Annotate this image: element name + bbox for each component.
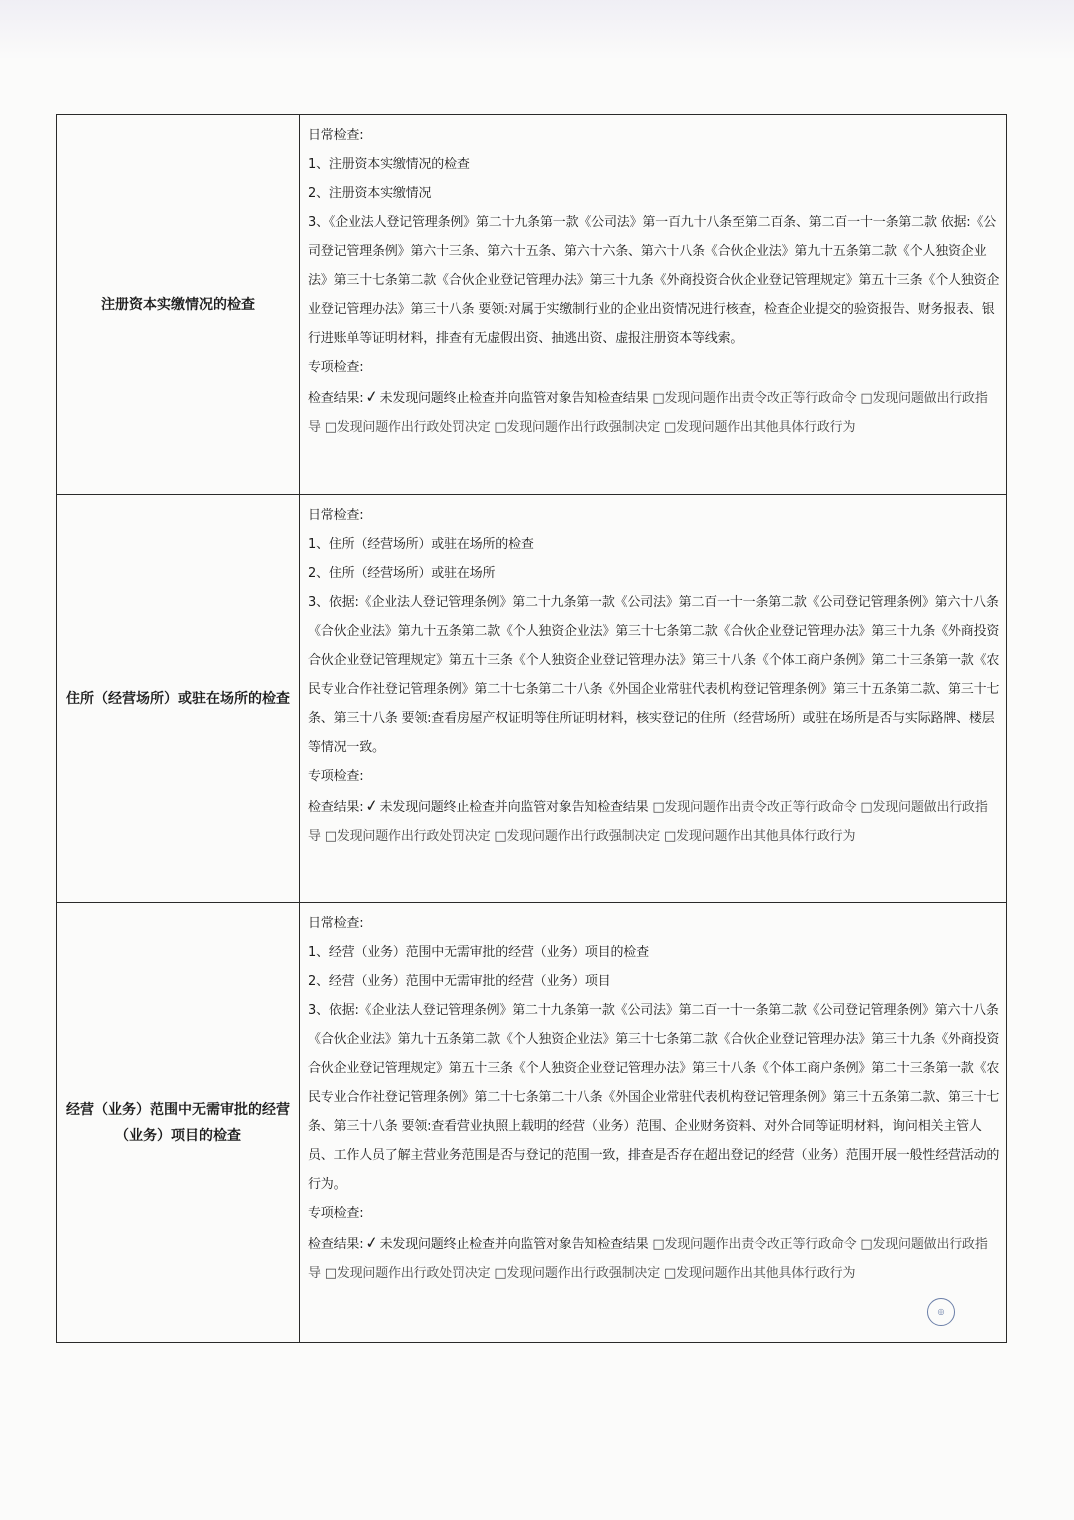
check-line-2: 2、经营（业务）范围中无需审批的经营（业务）项目 <box>308 974 611 989</box>
result-label: 检查结果: <box>308 1237 364 1252</box>
other-options: □发现问题作出责令改正等行政命令 □发现问题做出行政指导 □发现问题作出行政处罚决定 □发现问题作出行政强制决定 □发现问题作出其他具体行政行为 <box>308 391 988 435</box>
check-line-1: 1、住所（经营场所）或驻在场所的检查 <box>308 537 534 552</box>
checkmark-icon[interactable]: ✓ <box>364 386 380 407</box>
checkmark-icon[interactable]: ✓ <box>364 1232 380 1253</box>
checked-option: 未发现问题终止检查并向监管对象告知检查结果 <box>379 391 649 406</box>
content-cell <box>300 495 1007 903</box>
scan-smudge <box>0 0 1074 60</box>
item-name: 经营（业务）范围中无需审批的经营（业务）项目的检查 <box>66 1101 290 1144</box>
checked-option: 未发现问题终止检查并向监管对象告知检查结果 <box>379 1237 649 1252</box>
content-cell <box>300 903 1007 1343</box>
daily-check-label: 日常检查: <box>308 508 364 523</box>
check-result <box>308 791 1000 851</box>
special-check-label: 专项检查: <box>308 360 364 375</box>
legal-basis: 3、依据:《企业法人登记管理条例》第二十九条第一款《公司法》第二百一十一条第二款《公司登记管理条例》第六十八条《合伙企业法》第九十五条第二款《个人独资企业法》第三十七条第二款《合伙企业登记管理办法》第三十九条《外商投资合伙企业登记管理规定》第五十三条《个人独资企业登记管理办法》第三十八条《个体工商户条例》第二十三条第一款《农民专业合作社登记管理条例》第二十七条第二十八条《外国企业常驻代表机构登记管理条例》第三十五条第二款、第三十七条、第三十八条 要领:查看房屋产权证明等住所证明材料，核实登记的住所（经营场所）或驻在场所是否与实际路牌、楼层等情况一致。 <box>308 595 1000 755</box>
checkmark-icon[interactable]: ✓ <box>364 795 380 816</box>
content-cell <box>300 115 1007 495</box>
check-line-1: 1、注册资本实缴情况的检查 <box>308 157 470 172</box>
item-name-cell <box>57 495 300 903</box>
other-options: □发现问题作出责令改正等行政命令 □发现问题做出行政指导 □发现问题作出行政处罚决定 □发现问题作出行政强制决定 □发现问题作出其他具体行政行为 <box>308 1237 988 1281</box>
legal-basis: 3、《企业法人登记管理条例》第二十九条第一款《公司法》第一百九十八条至第二百条、第二百一十一条第二款 依据:《公司登记管理条例》第六十三条、第六十五条、第六十六条、第六十八条《合伙企业法》第九十五条第二款《个人独资企业法》第三十七条第二款《合伙企业登记管理办法》第三十九条《外商投资合伙企业登记管理规定》第五十三条《个人独资企业登记管理办法》第三十八条 要领:对属于实缴制行业的企业出资情况进行核查，检查企业提交的验资报告、财务报表、银行进账单等证明材料，排查有无虚假出资、抽逃出资、虚报注册资本等线索。 <box>308 215 1000 346</box>
special-check-label: 专项检查: <box>308 769 364 784</box>
item-name: 住所（经营场所）或驻在场所的检查 <box>66 690 290 707</box>
check-line-2: 2、注册资本实缴情况 <box>308 186 432 201</box>
daily-check-label: 日常检查: <box>308 128 364 143</box>
seal-stamp-icon: ◎ <box>927 1298 955 1326</box>
special-check-label: 专项检查: <box>308 1206 364 1221</box>
table-row <box>57 903 1007 1343</box>
check-line-1: 1、经营（业务）范围中无需审批的经营（业务）项目的检查 <box>308 945 649 960</box>
inspection-table <box>56 114 1007 1343</box>
item-name-cell <box>57 115 300 495</box>
check-result <box>308 1228 1000 1288</box>
checked-option: 未发现问题终止检查并向监管对象告知检查结果 <box>379 800 649 815</box>
table-row <box>57 495 1007 903</box>
table-row <box>57 115 1007 495</box>
item-name-cell <box>57 903 300 1343</box>
daily-check-label: 日常检查: <box>308 916 364 931</box>
other-options: □发现问题作出责令改正等行政命令 □发现问题做出行政指导 □发现问题作出行政处罚决定 □发现问题作出行政强制决定 □发现问题作出其他具体行政行为 <box>308 800 988 844</box>
check-line-2: 2、住所（经营场所）或驻在场所 <box>308 566 496 581</box>
result-label: 检查结果: <box>308 391 364 406</box>
check-result <box>308 382 1000 442</box>
result-label: 检查结果: <box>308 800 364 815</box>
item-name: 注册资本实缴情况的检查 <box>101 296 255 313</box>
legal-basis: 3、依据:《企业法人登记管理条例》第二十九条第一款《公司法》第二百一十一条第二款《公司登记管理条例》第六十八条《合伙企业法》第九十五条第二款《个人独资企业法》第三十七条第二款《合伙企业登记管理办法》第三十九条《外商投资合伙企业登记管理规定》第五十三条《个人独资企业登记管理办法》第三十八条《个体工商户条例》第二十三条第一款《农民专业合作社登记管理条例》第二十七条第二十八条《外国企业常驻代表机构登记管理条例》第三十五条第二款、第三十七条、第三十八条 要领:查看营业执照上载明的经营（业务）范围、企业财务资料、对外合同等证明材料，询问相关主管人员、工作人员了解主营业务范围是否与登记的范围一致，排查是否存在超出登记的经营（业务）范围开展一般性经营活动的行为。 <box>308 1003 1000 1192</box>
